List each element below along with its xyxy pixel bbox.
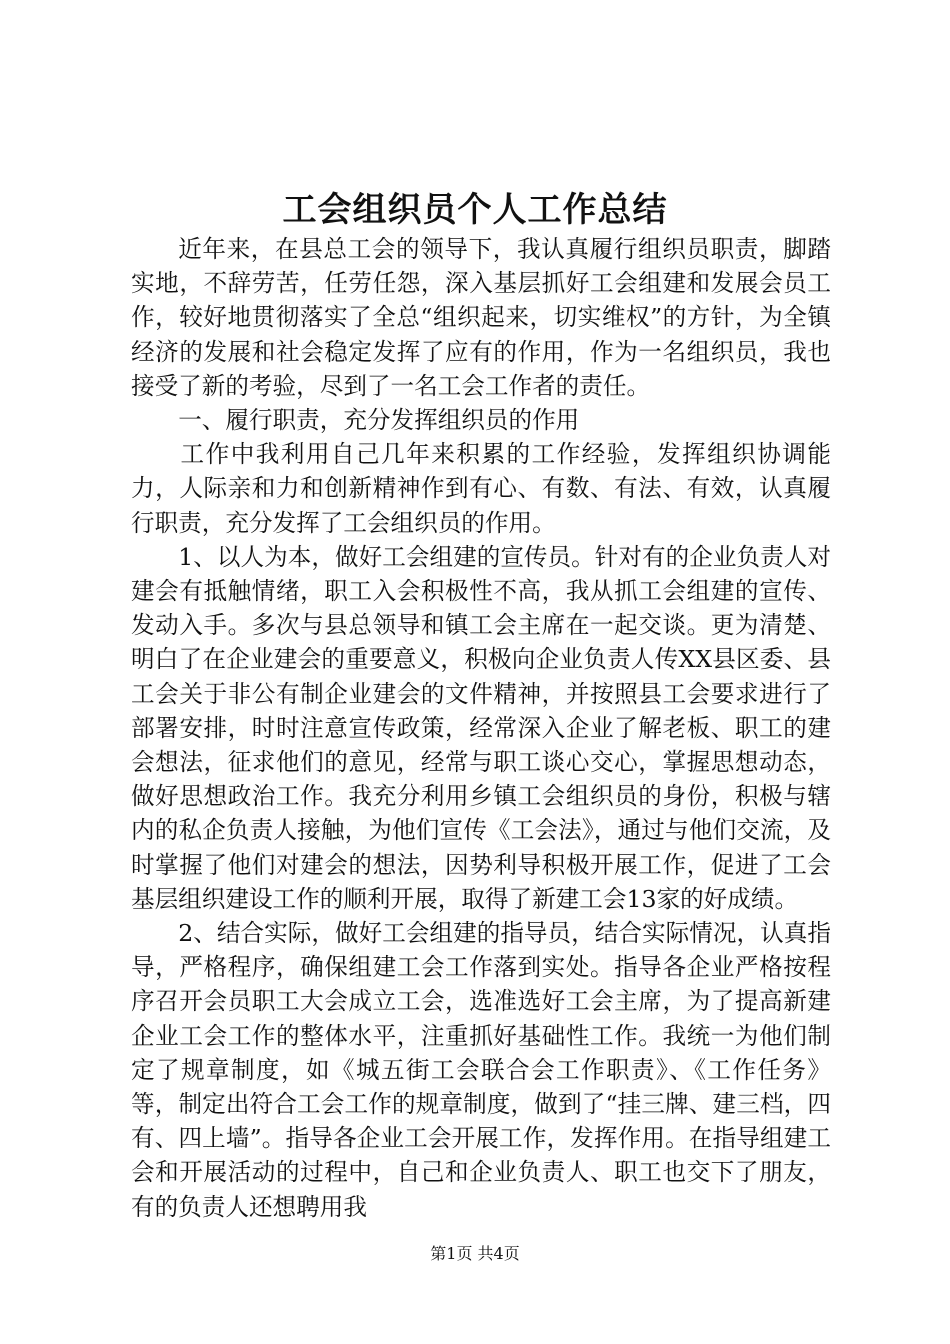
paragraph-intro: 近年来，在县总工会的领导下，我认真履行组织员职责，脚踏实地，不辞劳苦，任劳任怨，深入基层抓好工会组建和发展会员工作，较好地贯彻落实了全总“组织起来，切实维权”的方针，为全镇经济的发展和社会稳定发挥了应有的作用，作为一名组织员，我也接受了新的考验，尽到了一名工会工作者的责任。: [131, 235, 831, 400]
section-heading-1: 一、履行职责，充分发挥组织员的作用: [178, 406, 580, 435]
paragraph-section-1-summary: 工作中我利用自己几年来积累的工作经验，发挥组织协调能力，人际亲和力和创新精神作到有心、有数、有法、有效，认真履行职责，充分发挥了工会组织员的作用。: [131, 440, 831, 537]
page-footer: 第1页 共4页: [430, 1244, 520, 1263]
document-body: [131, 232, 831, 1224]
document-title: 工会组织员个人工作总结: [282, 190, 668, 230]
paragraph-item-1: 1、以人为本，做好工会组建的宣传员。针对有的企业负责人对建会有抵触情绪，职工入会积极性不高，我从抓工会组建的宣传、发动入手。多次与县总领导和镇工会主席在一起交谈。更为清楚、明白了在企业建会的重要意义，积极向企业负责人传XX县区委、县工会关于非公有制企业建会的文件精神，并按照县工会要求进行了部署安排，时时注意宣传政策，经常深入企业了解老板、职工的建会想法，征求他们的意见，经常与职工谈心交心，掌握思想动态，做好思想政治工作。我充分利用乡镇工会组织员的身份，积极与辖内的私企负责人接触，为他们宣传《工会法》，通过与他们交流，及时掌握了他们对建会的想法，因势利导积极开展工作，促进了工会基层组织建设工作的顺利开展，取得了新建工会13家的好成绩。: [131, 542, 831, 913]
paragraph-item-2: 2、结合实际，做好工会组建的指导员，结合实际情况，认真指导，严格程序，确保组建工会工作落到实处。指导各企业严格按程序召开会员职工大会成立工会，选准选好工会主席，为了提高新建企业工会工作的整体水平，注重抓好基础性工作。我统一为他们制定了规章制度，如《城五街工会联合会工作职责》、《工作任务》等，制定出符合工会工作的规章制度，做到了“挂三牌、建三档，四有、四上墙”。指导各企业工会开展工作，发挥作用。在指导组建工会和开展活动的过程中，自己和企业负责人、职工也交下了朋友，有的负责人还想聘用我: [131, 919, 831, 1221]
